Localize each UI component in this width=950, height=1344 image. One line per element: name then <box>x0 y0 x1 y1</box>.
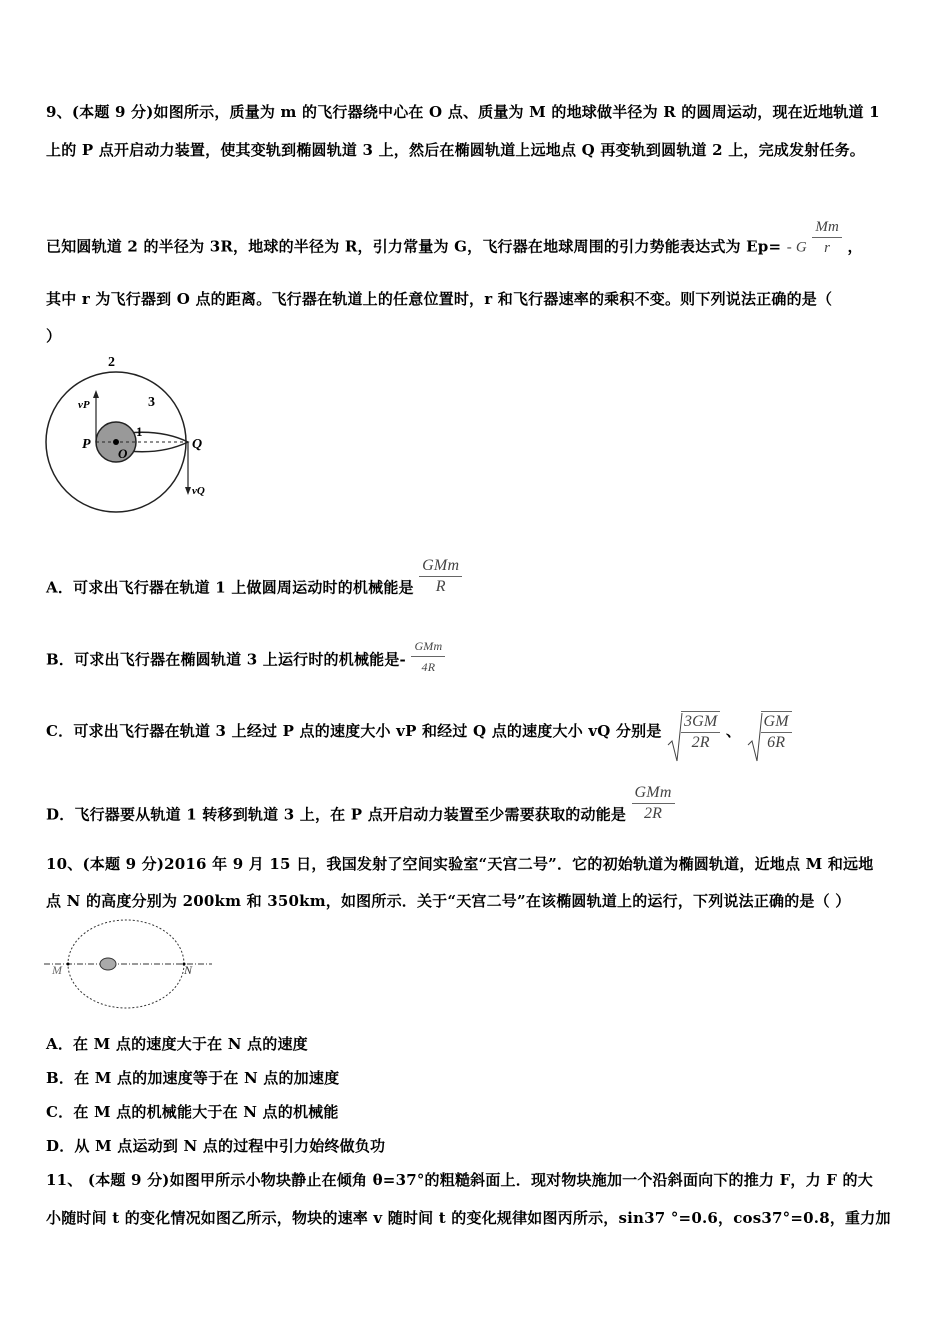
q9-option-a <box>46 557 462 609</box>
option-c-fraction-2 <box>761 711 792 753</box>
option-b-fraction <box>411 636 445 677</box>
label-vP: vP <box>78 399 90 411</box>
ep-fraction <box>812 217 842 258</box>
q9-line-3-end: ， <box>847 237 863 256</box>
option-a-num: GMm <box>419 556 462 577</box>
q10-label-N: N <box>184 963 193 977</box>
option-c-den-2: 6R <box>767 734 786 751</box>
q9-line-2: 上的 P 点开启动力装置，使其变轨到椭圆轨道 3 上，然后在椭圆轨道上远地点 Q 再变轨到圆轨道 2 上，完成发射任务。 <box>46 141 866 159</box>
label-2: 2 <box>108 355 115 370</box>
option-c-num-1: 3GM <box>681 712 720 733</box>
option-c-sqrt-2 <box>747 711 792 753</box>
q10-option-c: C．在 M 点的机械能大于在 N 点的机械能 <box>46 1103 339 1121</box>
option-b-text: B．可求出飞行器在椭圆轨道 3 上运行时的机械能是- <box>46 650 406 669</box>
q10-ellipse-diagram <box>44 918 216 1010</box>
option-b-num: GMm <box>411 636 445 657</box>
q9-option-d <box>46 784 675 836</box>
option-c-sqrt-1 <box>667 711 720 753</box>
label-1: 1 <box>136 424 143 439</box>
ep-numerator: Mm <box>812 217 842 238</box>
center-O-dot <box>113 439 119 445</box>
q10-line-2: 点 N 的高度分别为 200km 和 350km，如图所示．关于“天宫二号”在该椭圆轨道上的运行，下列说法正确的是（ ） <box>46 892 851 910</box>
q9-option-b <box>46 640 445 681</box>
q9-line-1: 9、(本题 9 分)如图所示，质量为 m 的飞行器绕中心在 O 点、质量为 M 的地球做半径为 R 的圆周运动，现在近地轨道 1 <box>46 103 880 121</box>
label-P: P <box>82 437 91 452</box>
q10-option-b: B．在 M 点的加速度等于在 N 点的加速度 <box>46 1069 340 1087</box>
q11-line-2: 小随时间 t 的变化情况如图乙所示，物块的速率 v 随时间 t 的变化规律如图丙所示，sin37 °=0.6，cos37°=0.8，重力加 <box>46 1209 891 1227</box>
option-c-text: C．可求出飞行器在轨道 3 上经过 P 点的速度大小 vP 和经过 Q 点的速度大小 vQ 分别是 <box>46 722 662 740</box>
sqrt-sign-2 <box>747 711 763 763</box>
option-d-fraction <box>632 783 675 824</box>
q9-line-4: 其中 r 为飞行器到 O 点的距离。飞行器在轨道上的任意位置时，r 和飞行器速率的乘积不变。则下列说法正确的是（ <box>46 290 833 308</box>
option-d-num: GMm <box>632 783 675 804</box>
option-c-separator: 、 <box>725 722 742 740</box>
label-3: 3 <box>148 395 155 410</box>
q10-point-M <box>67 963 70 966</box>
ep-prefix: - G <box>786 239 807 256</box>
vq-arrowhead <box>185 487 191 495</box>
option-a-fraction <box>419 556 462 597</box>
option-c-fraction-1 <box>681 711 720 753</box>
q11-line-1: 11、 (本题 9 分)如图甲所示小物块静止在倾角 θ=37°的粗糙斜面上．现对物块施加一个沿斜面向下的推力 F，力 F 的大 <box>46 1171 873 1189</box>
vp-arrowhead <box>93 390 99 398</box>
q10-line-1: 10、(本题 9 分)2016 年 9 月 15 日，我国发射了空间实验室“天宫二号”．它的初始轨道为椭圆轨道，近地点 M 和远地 <box>46 855 874 873</box>
label-O: O <box>118 446 128 461</box>
option-c-num-2: GM <box>761 712 792 733</box>
q9-line-3-text: 已知圆轨道 2 的半径为 3R，地球的半径为 R，引力常量为 G，飞行器在地球周围的引力势能表达式为 Ep= <box>46 237 782 256</box>
q9-option-c <box>46 711 792 753</box>
option-c-den-1: 2R <box>691 734 710 751</box>
option-d-den: 2R <box>643 805 663 822</box>
q10-option-d: D．从 M 点运动到 N 点的过程中引力始终做负功 <box>46 1137 386 1155</box>
sqrt-sign-1 <box>667 711 683 763</box>
option-a-den: R <box>435 578 446 595</box>
ep-denominator: r <box>824 240 831 256</box>
label-Q: Q <box>192 437 203 452</box>
label-vQ: vQ <box>192 485 205 497</box>
q10-label-M: M <box>52 963 62 977</box>
option-a-text: A．可求出飞行器在轨道 1 上做圆周运动时的机械能是 <box>46 578 414 597</box>
orbit-diagram <box>40 350 220 515</box>
option-b-den: 4R <box>421 660 436 674</box>
option-d-text: D．飞行器要从轨道 1 转移到轨道 3 上，在 P 点开启动力装置至少需要获取的动能是 <box>46 805 627 824</box>
q10-option-a: A．在 M 点的速度大于在 N 点的速度 <box>46 1035 308 1053</box>
q9-line-3 <box>46 219 863 268</box>
q10-earth <box>100 958 116 970</box>
q9-line-5: ） <box>46 327 62 345</box>
